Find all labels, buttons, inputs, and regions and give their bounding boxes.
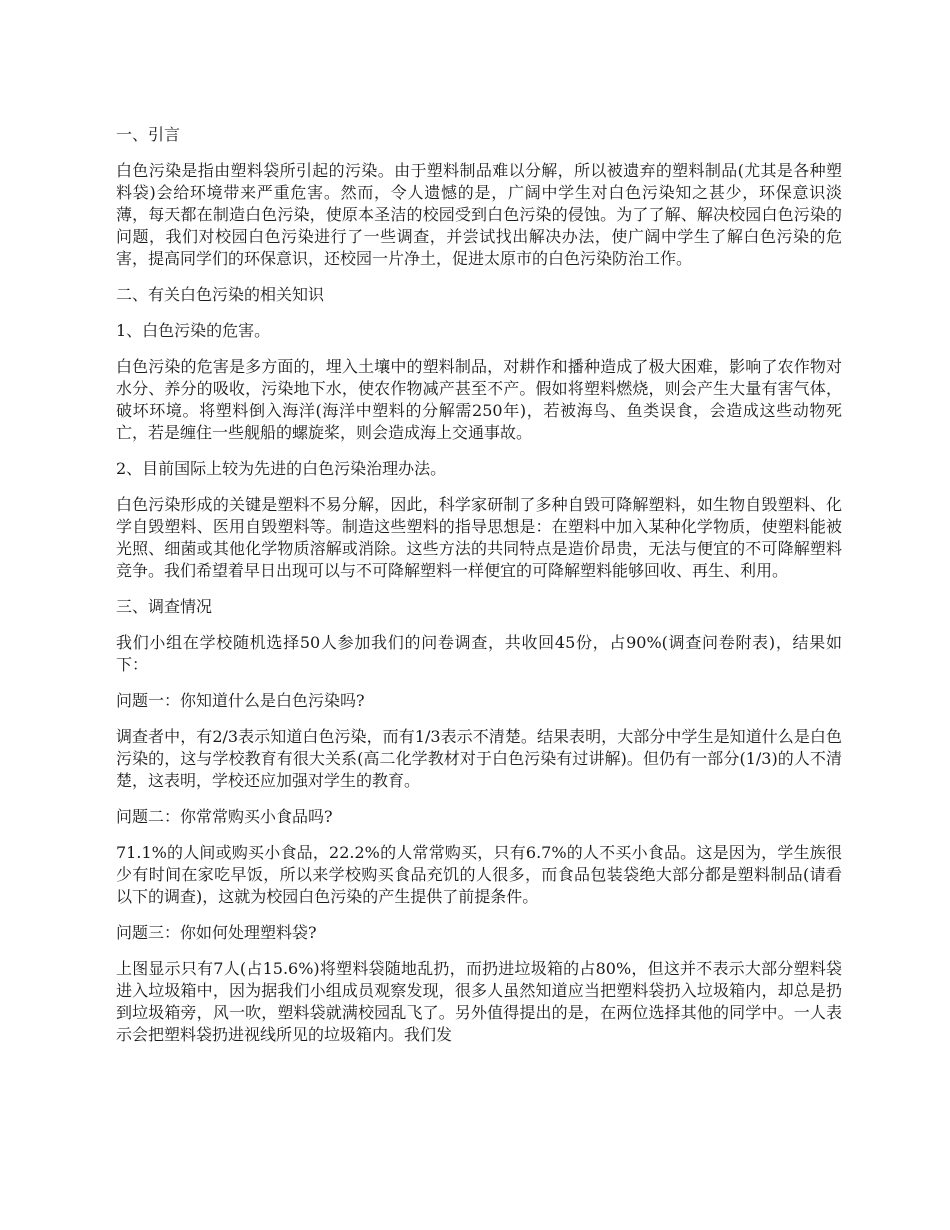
section-heading-survey: 三、调查情况 [116, 597, 213, 616]
question-1-answer: 调查者中，有2/3表示知道白色污染，而有1/3表示不清楚。结果表明，大部分中学生是知道什么是白色污染的，这与学校教育有很大关系(高二化学教材对于白色污染有过讲解)。但仍有一部分(1/3)的人不清楚，这表明，学校还应加强对学生的教育。 [116, 727, 842, 790]
paragraph-hazards: 白色污染的危害是多方面的，埋入土壤中的塑料制品，对耕作和播种造成了极大困难，影响了农作物对水分、养分的吸收，污染地下水，使农作物减产甚至不产。假如将塑料燃烧，则会产生大量有害气体，破坏环境。将塑料倒入海洋(海洋中塑料的分解需250年)，若被海鸟、鱼类误食，会造成这些动物死亡，若是缠住一些舰船的螺旋桨，则会造成海上交通事故。 [116, 357, 842, 442]
section-heading-introduction: 一、引言 [116, 125, 181, 144]
question-2-heading: 问题二：你常常购买小食品吗? [116, 807, 333, 826]
paragraph-introduction: 白色污染是指由塑料袋所引起的污染。由于塑料制品难以分解，所以被遗弃的塑料制品(尤其是各种塑料袋)会给环境带来严重危害。然而，令人遗憾的是，广阔中学生对白色污染知之甚少，环保意识淡薄，每天都在制造白色污染，使原本圣洁的校园受到白色污染的侵蚀。为了了解、解决校园白色污染的问题，我们对校园白色污染进行了一些调查，并尝试找出解决办法，使广阔中学生了解白色污染的危害，提高同学们的环保意识，还校园一片净土，促进太原市的白色污染防治工作。 [116, 161, 842, 268]
question-3-heading: 问题三：你如何处理塑料袋? [116, 923, 317, 942]
question-2-answer: 71.1%的人间或购买小食品，22.2%的人常常购买，只有6.7%的人不买小食品。这是因为，学生族很少有时间在家吃早饭，所以来学校购买食品充饥的人很多，而食品包装袋绝大部分都是塑料制品(请看以下的调查)，这就为校园白色污染的产生提供了前提条件。 [116, 843, 842, 906]
section-heading-knowledge: 二、有关白色污染的相关知识 [116, 285, 325, 304]
paragraph-treatment-methods: 白色污染形成的关键是塑料不易分解，因此，科学家研制了多种自毁可降解塑料，如生物自毁塑料、化学自毁塑料、医用自毁塑料等。制造这些塑料的指导思想是：在塑料中加入某种化学物质，使塑料能被光照、细菌或其他化学物质溶解或消除。这些方法的共同特点是造价昂贵，无法与便宜的不可降解塑料竞争。我们希望着早日出现可以与不可降解塑料一样便宜的可降解塑料能够回收、再生、利用。 [116, 495, 842, 580]
paragraph-survey-intro: 我们小组在学校随机选择50人参加我们的问卷调查，共收回45份，占90%(调查问卷附表)，结果如下： [116, 633, 842, 674]
question-3-answer: 上图显示只有7人(占15.6%)将塑料袋随地乱扔，而扔进垃圾箱的占80%，但这并不表示大部分塑料袋进入垃圾箱中，因为据我们小组成员观察发现，很多人虽然知道应当把塑料袋扔入垃圾箱内，却总是扔到垃圾箱旁，风一吹，塑料袋就满校园乱飞了。另外值得提出的是，在两位选择其他的同学中。一人表示会把塑料袋扔进视线所见的垃圾箱内。我们发 [116, 959, 842, 1044]
question-1-heading: 问题一：你知道什么是白色污染吗? [116, 691, 365, 710]
subheading-treatment-methods: 2、目前国际上较为先进的白色污染治理办法。 [116, 459, 447, 478]
subheading-hazards: 1、白色污染的危害。 [116, 321, 271, 340]
document-body [116, 124, 842, 1060]
